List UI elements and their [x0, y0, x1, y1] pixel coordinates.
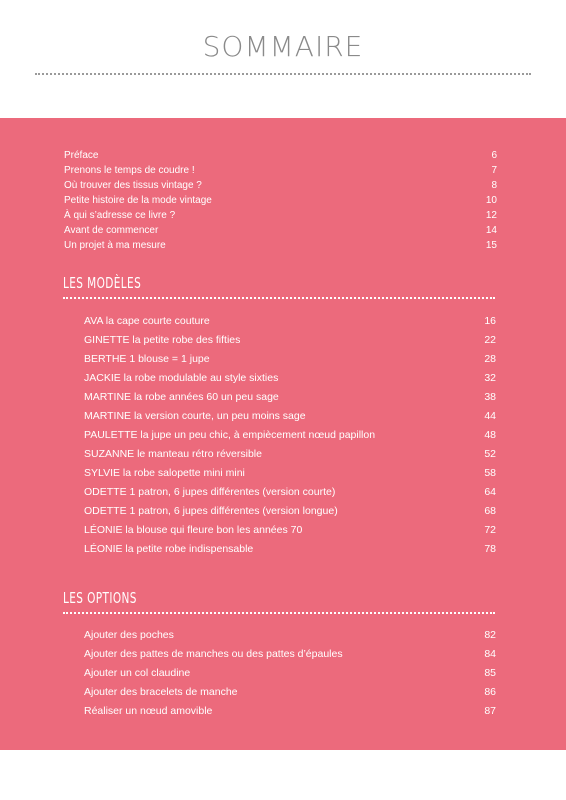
toc-entry-label: LÉONIE la blouse qui fleure bon les années 70	[84, 524, 303, 536]
toc-entry-page: 12	[485, 210, 497, 221]
page-header	[0, 0, 566, 118]
page-title: SOMMAIRE	[202, 30, 364, 63]
toc-entry[interactable]	[0, 369, 566, 388]
toc-entry-label: PAULETTE la jupe un peu chic, à empiècement nœud papillon	[84, 429, 376, 441]
toc-entry-label: Réaliser un nœud amovible	[84, 705, 213, 717]
toc-entry[interactable]	[0, 445, 566, 464]
toc-entry-page: 38	[484, 391, 496, 403]
toc-entry[interactable]	[0, 163, 566, 178]
toc-entry-page: 84	[484, 648, 496, 660]
section-title-options: LES OPTIONS	[63, 589, 137, 607]
toc-entry-page: 48	[484, 429, 496, 441]
toc-entry-page: 10	[485, 195, 497, 206]
toc-entry[interactable]	[0, 238, 566, 253]
page-bottom-margin	[0, 750, 566, 800]
modeles-list	[0, 312, 566, 559]
toc-entry-page: 32	[484, 372, 496, 384]
toc-entry[interactable]	[0, 148, 566, 163]
toc-entry-page: 7	[491, 165, 497, 176]
toc-entry-page: 8	[491, 180, 497, 191]
toc-entry-label: GINETTE la petite robe des fifties	[84, 334, 241, 346]
toc-entry-page: 64	[484, 486, 496, 498]
toc-entry[interactable]	[0, 193, 566, 208]
toc-entry-label: Avant de commencer	[64, 225, 159, 236]
toc-entry[interactable]	[0, 502, 566, 521]
section-dotted-rule	[63, 612, 495, 614]
toc-entry-label: Ajouter des bracelets de manche	[84, 686, 238, 698]
toc-entry-page: 15	[485, 240, 497, 251]
toc-entry-page: 52	[484, 448, 496, 460]
toc-entry[interactable]	[0, 331, 566, 350]
toc-entry-label: AVA la cape courte couture	[84, 315, 210, 327]
toc-entry-label: Ajouter des pattes de manches ou des pattes d’épaules	[84, 648, 343, 660]
toc-entry-label: SYLVIE la robe salopette mini mini	[84, 467, 245, 479]
toc-entry-label: MARTINE la version courte, un peu moins sage	[84, 410, 306, 422]
toc-entry[interactable]	[0, 521, 566, 540]
toc-entry[interactable]	[0, 350, 566, 369]
toc-entry[interactable]	[0, 540, 566, 559]
toc-entry-label: ODETTE 1 patron, 6 jupes différentes (version longue)	[84, 505, 338, 517]
toc-entry-page: 28	[484, 353, 496, 365]
toc-entry-page: 68	[484, 505, 496, 517]
toc-entry-label: Ajouter des poches	[84, 629, 174, 641]
toc-entry-label: LÉONIE la petite robe indispensable	[84, 543, 254, 555]
toc-entry-label: Petite histoire de la mode vintage	[64, 195, 212, 206]
toc-entry-page: 58	[484, 467, 496, 479]
toc-entry[interactable]	[0, 208, 566, 223]
toc-entry[interactable]	[0, 683, 566, 702]
toc-entry[interactable]	[0, 407, 566, 426]
toc-entry-label: Prenons le temps de coudre !	[64, 165, 195, 176]
toc-entry-page: 22	[484, 334, 496, 346]
toc-entry[interactable]	[0, 626, 566, 645]
toc-entry[interactable]	[0, 178, 566, 193]
section-dotted-rule	[63, 297, 495, 299]
toc-entry-page: 72	[484, 524, 496, 536]
toc-entry[interactable]	[0, 388, 566, 407]
toc-entry-page: 14	[485, 225, 497, 236]
toc-entry-label: Où trouver des tissus vintage ?	[64, 180, 202, 191]
toc-entry[interactable]	[0, 483, 566, 502]
toc-entry[interactable]	[0, 312, 566, 331]
toc-entry-page: 82	[484, 629, 496, 641]
toc-entry-page: 86	[484, 686, 496, 698]
toc-entry-label: Un projet à ma mesure	[64, 240, 166, 251]
toc-entry[interactable]	[0, 223, 566, 238]
toc-entry[interactable]	[0, 464, 566, 483]
options-list	[0, 626, 566, 721]
toc-entry-label: ODETTE 1 patron, 6 jupes différentes (version courte)	[84, 486, 336, 498]
section-title-modeles: LES MODÈLES	[63, 274, 142, 292]
intro-list	[0, 148, 566, 253]
toc-entry-page: 85	[484, 667, 496, 679]
title-dotted-rule	[35, 73, 531, 75]
toc-entry-page: 87	[484, 705, 496, 717]
toc-entry-label: MARTINE la robe années 60 un peu sage	[84, 391, 279, 403]
toc-entry-page: 44	[484, 410, 496, 422]
toc-entry[interactable]	[0, 664, 566, 683]
toc-entry-label: Préface	[64, 150, 99, 161]
toc-entry-label: À qui s’adresse ce livre ?	[64, 210, 176, 221]
toc-entry-label: Ajouter un col claudine	[84, 667, 191, 679]
toc-entry[interactable]	[0, 645, 566, 664]
toc-entry[interactable]	[0, 702, 566, 721]
toc-entry-label: SUZANNE le manteau rétro réversible	[84, 448, 262, 460]
toc-entry-page: 78	[484, 543, 496, 555]
toc-entry[interactable]	[0, 426, 566, 445]
toc-entry-page: 16	[484, 315, 496, 327]
toc-entry-label: BERTHE 1 blouse = 1 jupe	[84, 353, 210, 365]
toc-entry-label: JACKIE la robe modulable au style sixties	[84, 372, 279, 384]
toc-entry-page: 6	[491, 150, 497, 161]
